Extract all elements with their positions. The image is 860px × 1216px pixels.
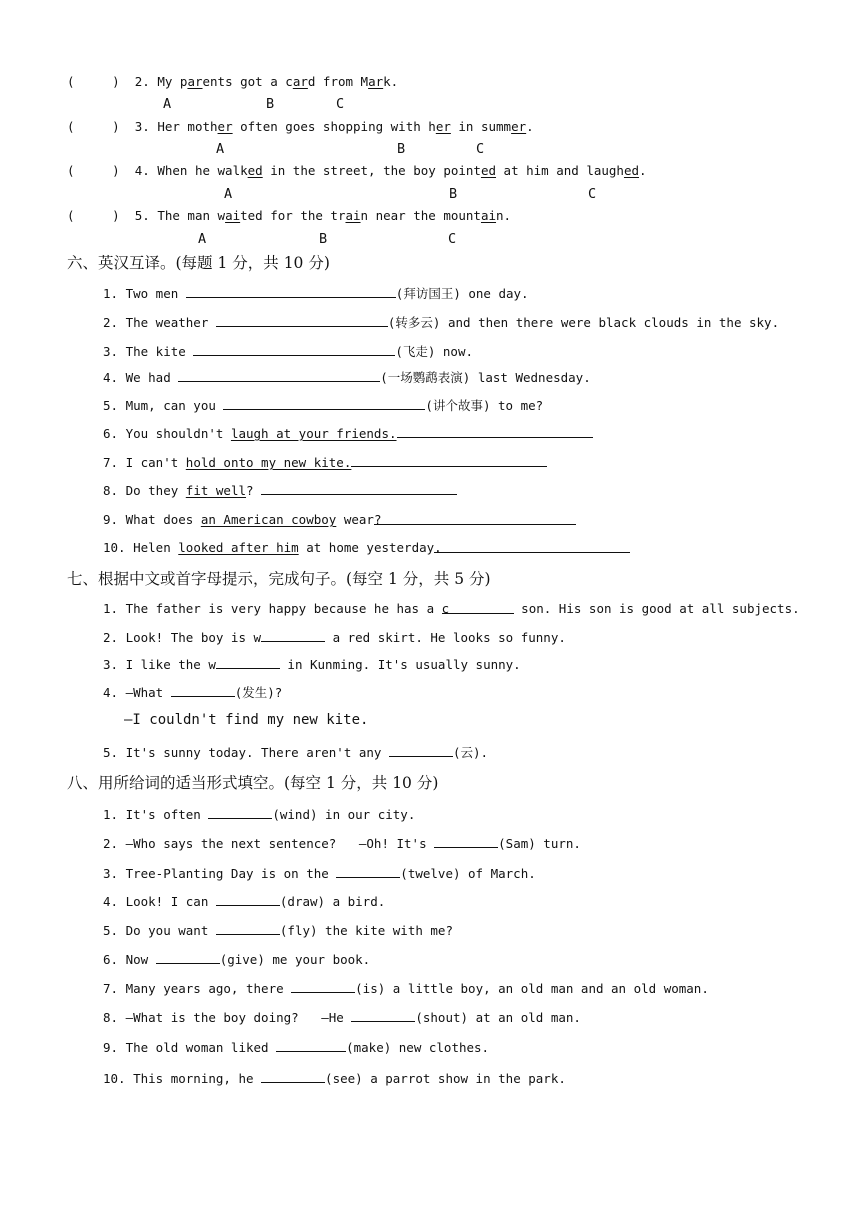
fill-item-10: 10. This morning, he (see) a parrot show in the park. [103,1071,566,1086]
fill-item-9: 9. The old woman liked (make) new clothes. [103,1040,490,1055]
section-7-title: 七、根据中文或首字母提示，完成句子。(每空 1 分，共 5 分) [67,570,491,588]
translation-item-2: 2. The weather (转多云) and then there were black clouds in the sky. [103,315,780,330]
translation-item-4: 4. We had (一场鹦鹉表演) last Wednesday. [103,370,591,385]
answer-blank[interactable] [336,865,400,878]
answer-blank[interactable] [216,893,280,906]
sentence-item-2: 2. Look! The boy is w a red skirt. He looks so funny. [103,630,566,645]
translation-item-1: 1. Two men (拜访国王) one day. [103,286,529,301]
phonics-question-2: ( ) 2. My parents got a card from Mark. [67,74,399,89]
answer-blank[interactable] [261,1070,325,1083]
answer-blank[interactable] [261,629,325,642]
sentence-item-4: 4. —What (发生)? [103,685,283,700]
answer-blank[interactable] [178,369,380,382]
translation-item-10: 10. Helen looked after him at home yesterday. [103,540,630,556]
fill-item-6: 6. Now (give) me your book. [103,952,371,967]
translation-item-5: 5. Mum, can you (讲个故事) to me? [103,398,544,413]
section-6-title: 六、英汉互译。(每题 1 分，共 10 分) [67,254,330,272]
answer-blank[interactable] [397,425,593,438]
answer-blank[interactable] [216,922,280,935]
fill-item-2: 2. —Who says the next sentence? —Oh! It's (Sam) turn. [103,836,581,851]
option-label-b: B [319,231,328,247]
option-label-a: A [198,231,207,247]
answer-blank[interactable] [156,951,220,964]
translation-item-8: 8. Do they fit well? [103,482,457,499]
translation-item-7: 7. I can't hold onto my new kite. [103,454,547,471]
translation-item-9: 9. What does an American cowboy wear? [103,512,576,528]
fill-item-8: 8. —What is the boy doing? —He (shout) at an old man. [103,1010,581,1025]
answer-blank[interactable]: c [442,601,514,614]
fill-item-3: 3. Tree-Planting Day is on the (twelve) of March. [103,866,536,881]
option-label-c: C [476,141,485,157]
phonics-question-3: ( ) 3. Her mother often goes shopping with her in summer. [67,119,534,134]
answer-blank[interactable] [261,482,457,495]
translation-item-3: 3. The kite (飞走) now. [103,344,473,359]
answer-paren[interactable]: ( ) [67,163,120,178]
option-label-b: B [266,96,275,112]
answer-blank[interactable] [186,285,396,298]
sentence-answer-line: —I couldn't find my new kite. [124,712,369,728]
answer-blank[interactable] [351,1009,415,1022]
answer-blank[interactable] [351,454,547,467]
option-label-c: C [336,96,345,112]
answer-blank[interactable] [276,1039,346,1052]
answer-blank[interactable]: ? [374,512,576,525]
option-label-b: B [449,186,458,202]
option-label-c: C [448,231,457,247]
answer-blank[interactable] [208,806,272,819]
fill-item-7: 7. Many years ago, there (is) a little boy, an old man and an old woman. [103,981,709,996]
phonics-question-5: ( ) 5. The man waited for the train near the mountain. [67,208,512,223]
translation-item-6: 6. You shouldn't laugh at your friends. [103,425,593,442]
sentence-item-3: 3. I like the w in Kunming. It's usually sunny. [103,657,521,672]
section-8-title: 八、用所给词的适当形式填空。(每空 1 分，共 10 分) [67,774,439,792]
answer-blank[interactable] [389,744,453,757]
answer-paren[interactable]: ( ) [67,74,120,89]
answer-blank[interactable] [434,835,498,848]
option-label-b: B [397,141,406,157]
phonics-question-4: ( ) 4. When he walked in the street, the boy pointed at him and laughed. [67,163,647,178]
fill-item-5: 5. Do you want (fly) the kite with me? [103,923,453,938]
answer-blank[interactable] [216,656,280,669]
answer-blank[interactable] [291,980,355,993]
sentence-item-5: 5. It's sunny today. There aren't any (云). [103,745,489,760]
answer-blank[interactable] [193,343,395,356]
answer-blank[interactable] [216,314,388,327]
fill-item-1: 1. It's often (wind) in our city. [103,807,416,822]
answer-blank[interactable]: . [434,540,630,553]
answer-paren[interactable]: ( ) [67,119,120,134]
answer-blank[interactable] [171,684,235,697]
answer-blank[interactable] [223,397,425,410]
option-label-a: A [224,186,233,202]
option-label-a: A [163,96,172,112]
option-label-c: C [588,186,597,202]
option-label-a: A [216,141,225,157]
fill-item-4: 4. Look! I can (draw) a bird. [103,894,386,909]
answer-paren[interactable]: ( ) [67,208,120,223]
sentence-item-1: 1. The father is very happy because he has a c son. His son is good at all subjects. [103,601,800,616]
